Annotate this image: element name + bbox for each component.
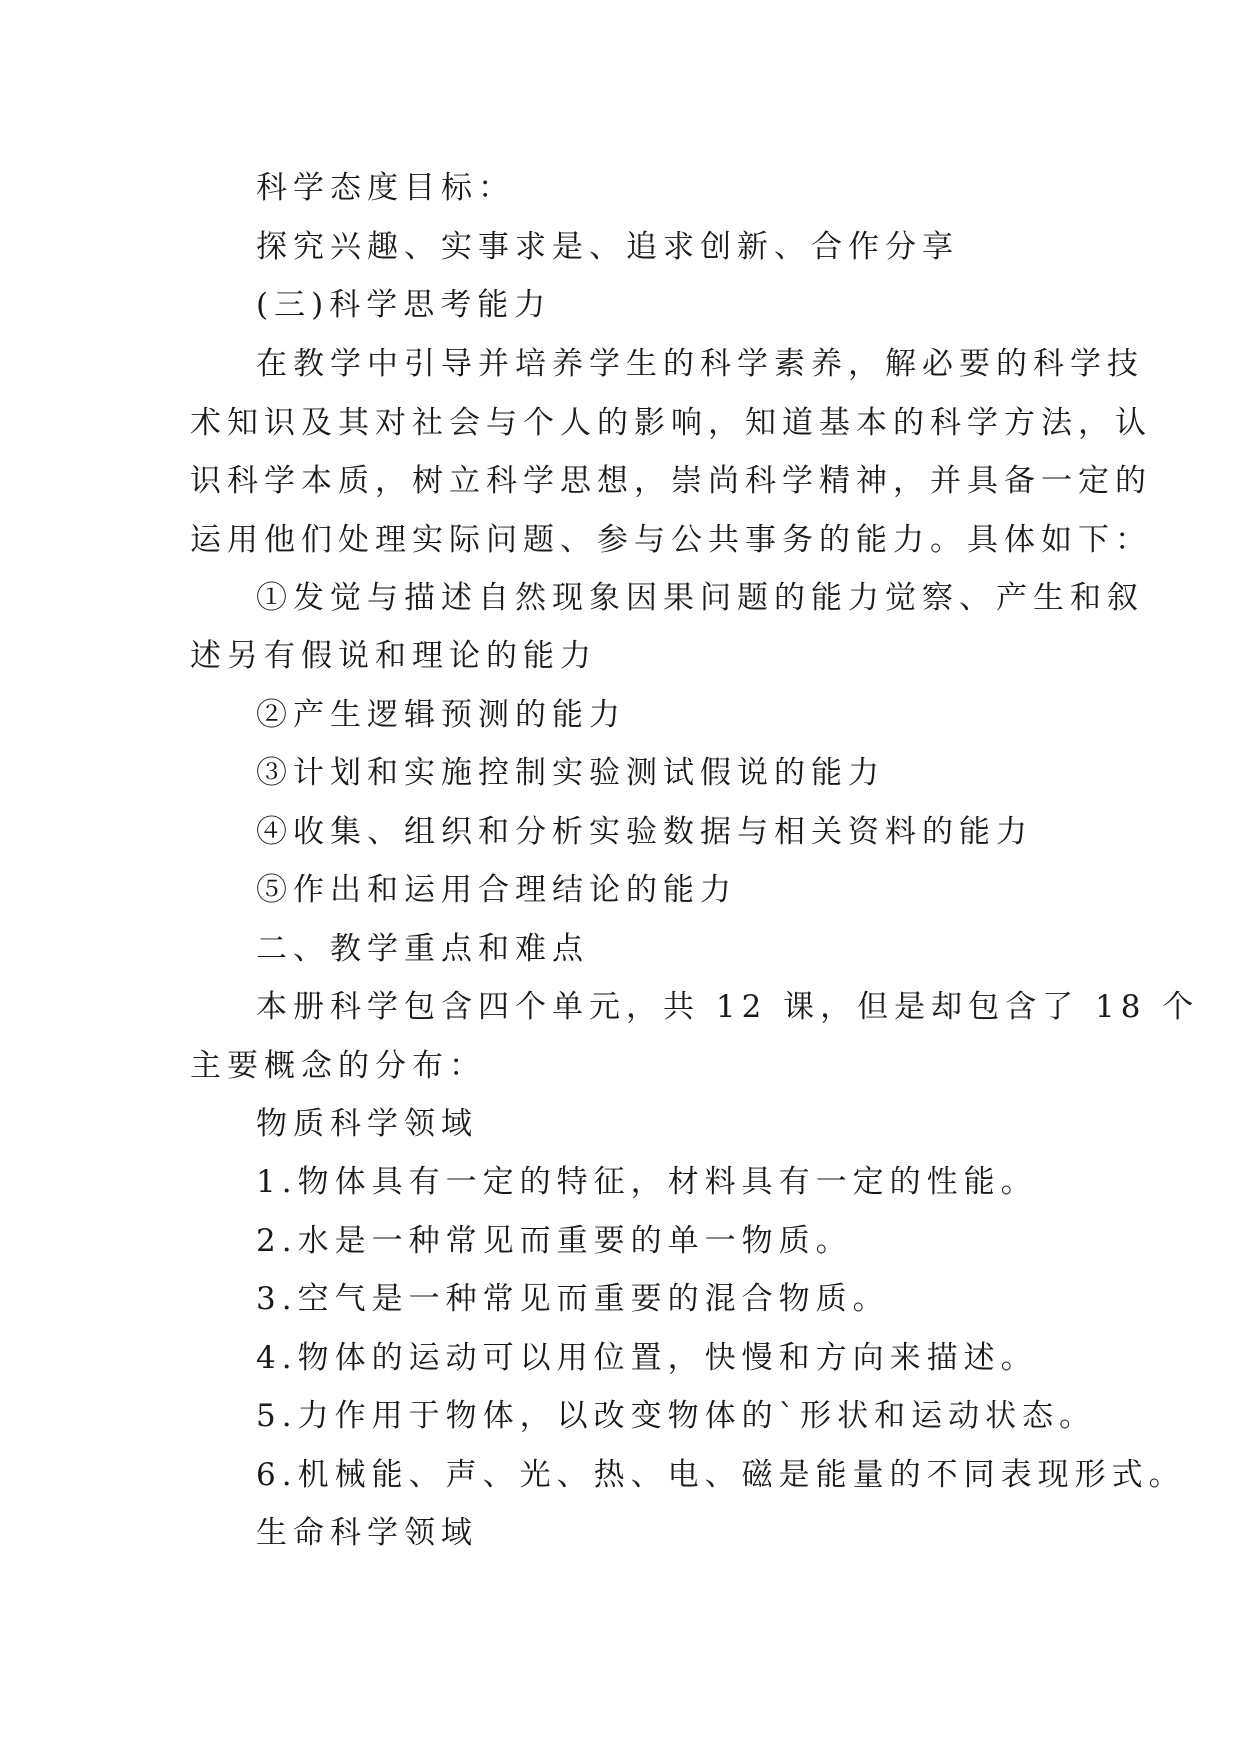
section-heading: (三)科学思考能力 bbox=[256, 287, 552, 323]
list-item: 6.机械能、声、光、热、电、磁是能量的不同表现形式。 bbox=[256, 1457, 1186, 1493]
subsection-heading: 物质科学领域 bbox=[256, 1106, 478, 1142]
list-item: 2.水是一种常见而重要的单一物质。 bbox=[256, 1223, 853, 1259]
paragraph-line: 在教学中引导并培养学生的科学素养，解必要的科学技 bbox=[256, 346, 1144, 382]
list-item: ①发觉与描述自然现象因果问题的能力觉察、产生和叙 bbox=[256, 580, 1144, 616]
paragraph-line: 主要概念的分布： bbox=[190, 1048, 486, 1084]
list-item: ②产生逻辑预测的能力 bbox=[256, 697, 626, 733]
heading-attitude-goal: 科学态度目标： bbox=[256, 170, 515, 206]
paragraph-line: 术知识及其对社会与个人的影响，知道基本的科学方法，认 bbox=[190, 405, 1152, 441]
list-item: ④收集、组织和分析实验数据与相关资料的能力 bbox=[256, 814, 1033, 850]
list-item: 3.空气是一种常见而重要的混合物质。 bbox=[256, 1281, 890, 1317]
paragraph-line: 本册科学包含四个单元，共 12 课，但是却包含了 18 个 bbox=[256, 989, 1200, 1025]
list-item: 4.物体的运动可以用位置，快慢和方向来描述。 bbox=[256, 1340, 1038, 1376]
subsection-heading: 生命科学领域 bbox=[256, 1515, 478, 1551]
list-item: ③计划和实施控制实验测试假说的能力 bbox=[256, 755, 885, 791]
list-item: 1.物体具有一定的特征，材料具有一定的性能。 bbox=[256, 1164, 1038, 1200]
paragraph-line: 识科学本质，树立科学思想，崇尚科学精神，并具备一定的 bbox=[190, 463, 1152, 499]
paragraph-line: 运用他们处理实际问题、参与公共事务的能力。具体如下： bbox=[190, 522, 1152, 558]
section-heading: 二、教学重点和难点 bbox=[256, 931, 589, 967]
list-item-continuation: 述另有假说和理论的能力 bbox=[190, 638, 597, 674]
list-item: ⑤作出和运用合理结论的能力 bbox=[256, 872, 737, 908]
list-item: 5.力作用于物体，以改变物体的`形状和运动状态。 bbox=[256, 1398, 1097, 1434]
paragraph-line: 探究兴趣、实事求是、追求创新、合作分享 bbox=[256, 229, 959, 265]
